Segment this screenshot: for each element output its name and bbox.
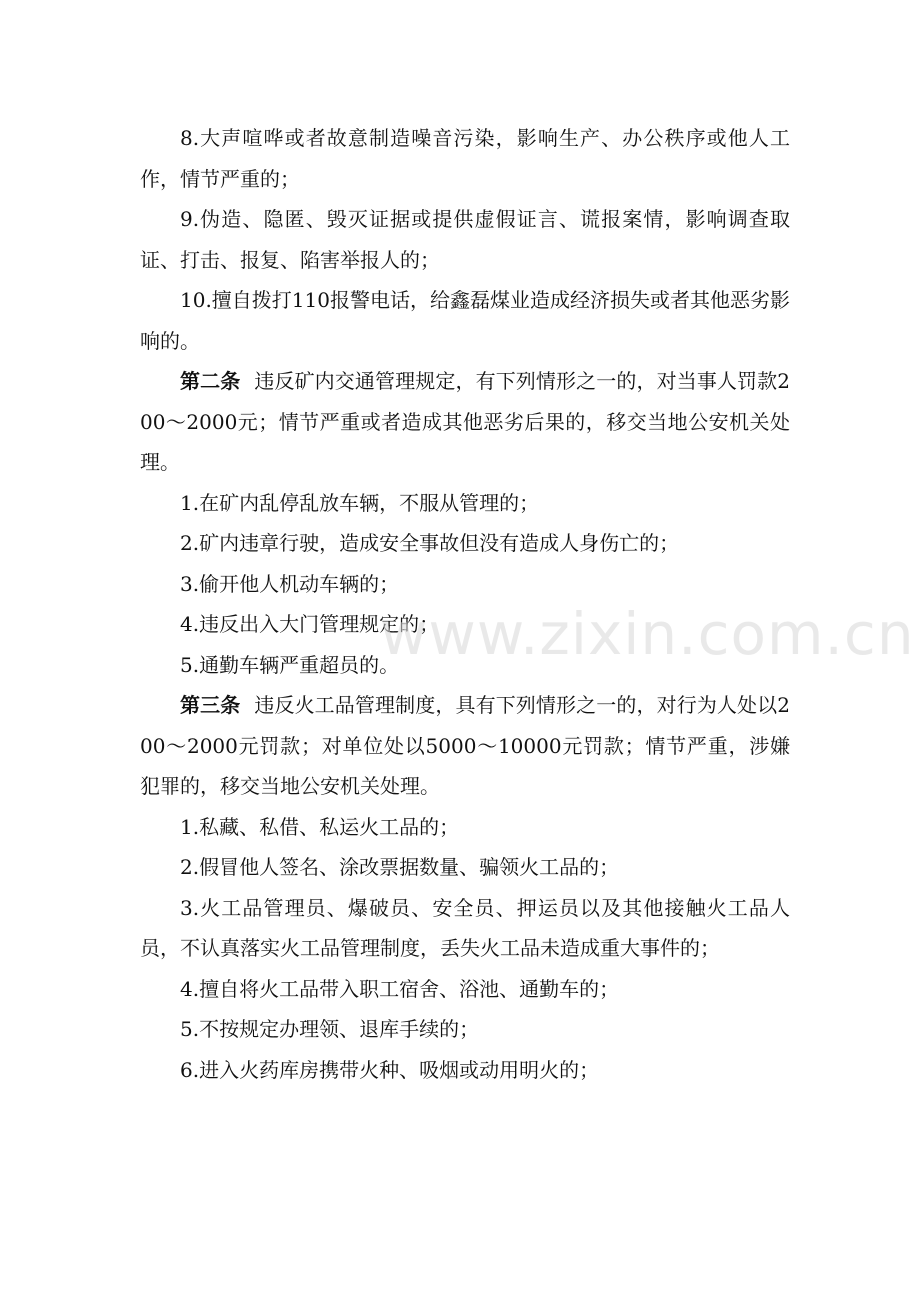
paragraph-text: 5.通勤车辆严重超员的。 (180, 652, 400, 677)
paragraph-text: 10.擅自拨打110报警电话，给鑫磊煤业造成经济损失或者其他恶劣影响的。 (140, 288, 790, 353)
list-item-9 (140, 199, 790, 280)
paragraph-text: 8.大声喧哗或者故意制造噪音污染，影响生产、办公秩序或他人工作，情节严重的； (140, 126, 790, 191)
article-3 (140, 685, 790, 807)
paragraph-text: 4.违反出入大门管理规定的； (180, 612, 440, 636)
paragraph-text: 违反火工品管理制度，具有下列情形之一的，对行为人处以200～2000元罚款；对单位处以5000～10000元罚款；情节严重，涉嫌犯罪的，移交当地公安机关处理。 (140, 693, 790, 798)
paragraph-text: 9.伪造、隐匿、毁灭证据或提供虚假证言、谎报案情，影响调查取证、打击、报复、陷害举报人的； (140, 207, 790, 272)
paragraph-text: 2.假冒他人签名、涂改票据数量、骗领火工品的； (180, 855, 620, 879)
paragraph-text: 6.进入火药库房携带火种、吸烟或动用明火的； (180, 1057, 600, 1082)
watermark-text: www.zixin.com.cn (380, 600, 915, 668)
list-item-8 (140, 118, 790, 199)
paragraph-text: 1.在矿内乱停乱放车辆，不服从管理的； (180, 490, 540, 515)
list-item-3 (140, 564, 790, 605)
list-item-5 (140, 645, 790, 686)
list-item-2 (140, 523, 790, 564)
list-item-4 (140, 604, 790, 645)
document-body (140, 118, 790, 1090)
paragraph-text: 5.不按规定办理领、退库手续的； (180, 1017, 480, 1041)
list-item-6 (140, 1050, 790, 1091)
list-item-10 (140, 280, 790, 361)
paragraph-text: 违反矿内交通管理规定，有下列情形之一的，对当事人罚款200～2000元；情节严重或者造成其他恶劣后果的，移交当地公安机关处理。 (140, 369, 790, 474)
paragraph-text: 1.私藏、私借、私运火工品的； (180, 814, 460, 839)
list-item-5 (140, 1009, 790, 1050)
article-2 (140, 361, 790, 483)
article-heading: 第三条 (180, 693, 241, 717)
paragraph-text: 2.矿内违章行驶，造成安全事故但没有造成人身伤亡的； (180, 531, 680, 555)
list-item-3 (140, 888, 790, 969)
paragraph-text: 4.擅自将火工品带入职工宿舍、浴池、通勤车的； (180, 976, 620, 1001)
list-item-1 (140, 483, 790, 524)
list-item-2 (140, 847, 790, 888)
list-item-1 (140, 807, 790, 848)
paragraph-text: 3.偷开他人机动车辆的； (180, 571, 400, 596)
article-heading: 第二条 (180, 369, 241, 393)
list-item-4 (140, 969, 790, 1010)
paragraph-text: 3.火工品管理员、爆破员、安全员、押运员以及其他接触火工品人员，不认真落实火工品管理制度，丢失火工品未造成重大事件的； (140, 895, 790, 960)
